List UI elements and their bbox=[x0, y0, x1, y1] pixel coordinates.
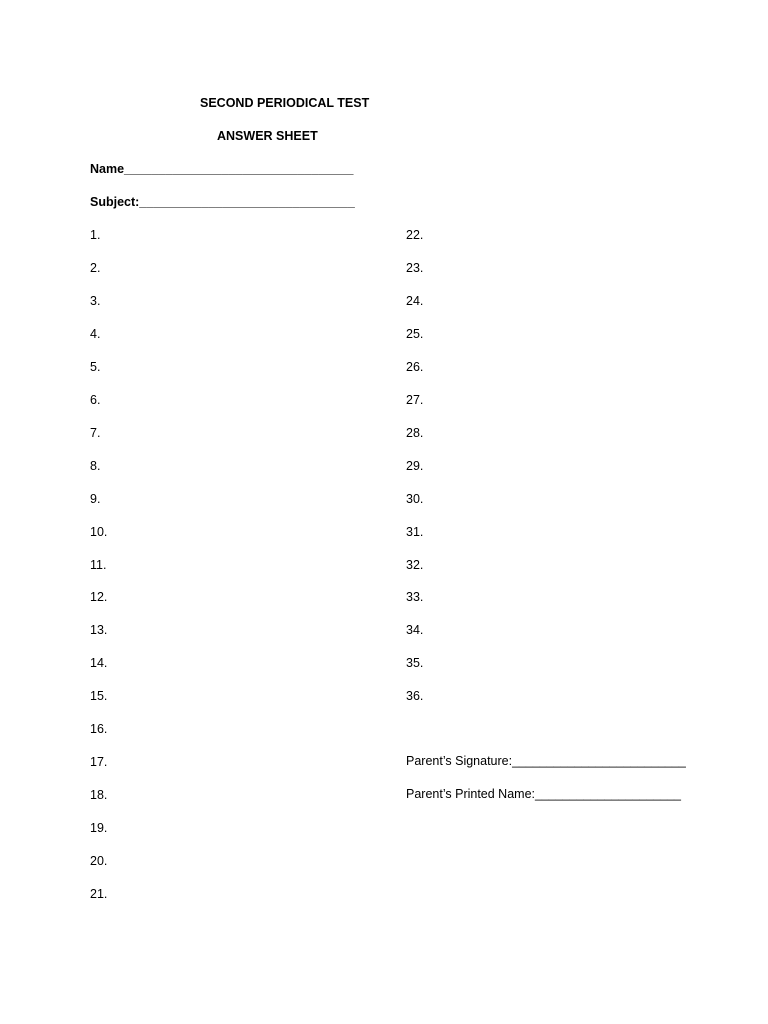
answer-item-number: 3. bbox=[90, 294, 101, 308]
answer-item-number: 36. bbox=[406, 689, 424, 703]
answer-item-number: 6. bbox=[90, 393, 101, 407]
answer-item-number: 28. bbox=[406, 426, 424, 440]
answer-item-number: 16. bbox=[90, 722, 108, 736]
answer-item-number: 12. bbox=[90, 590, 108, 604]
answer-item-number: 14. bbox=[90, 656, 108, 670]
answer-item-number: 23. bbox=[406, 261, 424, 275]
answer-item-number: 20. bbox=[90, 854, 108, 868]
name-field-line: Name_________________________________ bbox=[90, 162, 354, 176]
answer-item-number: 13. bbox=[90, 623, 108, 637]
answer-item-number: 31. bbox=[406, 525, 424, 539]
answer-item-number: 18. bbox=[90, 788, 108, 802]
answer-item-number: 26. bbox=[406, 360, 424, 374]
answer-item-number: 35. bbox=[406, 656, 424, 670]
answer-item-number: 10. bbox=[90, 525, 108, 539]
answer-item-number: 34. bbox=[406, 623, 424, 637]
answer-item-number: 29. bbox=[406, 459, 424, 473]
subject-field-line: Subject:_______________________________ bbox=[90, 195, 355, 209]
answer-item-number: 7. bbox=[90, 426, 101, 440]
parent-signature-line: Parent’s Signature:_________________________ bbox=[406, 754, 686, 768]
answer-item-number: 5. bbox=[90, 360, 101, 374]
answer-item-number: 9. bbox=[90, 492, 101, 506]
answer-item-number: 8. bbox=[90, 459, 101, 473]
answer-item-number: 4. bbox=[90, 327, 101, 341]
document-subtitle: ANSWER SHEET bbox=[217, 129, 318, 143]
answer-item-number: 25. bbox=[406, 327, 424, 341]
answer-item-number: 21. bbox=[90, 887, 108, 901]
answer-item-number: 24. bbox=[406, 294, 424, 308]
answer-item-number: 1. bbox=[90, 228, 101, 242]
answer-item-number: 15. bbox=[90, 689, 108, 703]
answer-item-number: 11. bbox=[90, 558, 107, 572]
answer-item-number: 19. bbox=[90, 821, 108, 835]
answer-item-number: 30. bbox=[406, 492, 424, 506]
document-title: SECOND PERIODICAL TEST bbox=[200, 96, 370, 110]
answer-item-number: 2. bbox=[90, 261, 101, 275]
answer-item-number: 17. bbox=[90, 755, 108, 769]
answer-item-number: 32. bbox=[406, 558, 424, 572]
answer-item-number: 33. bbox=[406, 590, 424, 604]
parent-printed-name-line: Parent’s Printed Name:_____________________ bbox=[406, 787, 681, 801]
answer-item-number: 27. bbox=[406, 393, 424, 407]
answer-item-number: 22. bbox=[406, 228, 424, 242]
